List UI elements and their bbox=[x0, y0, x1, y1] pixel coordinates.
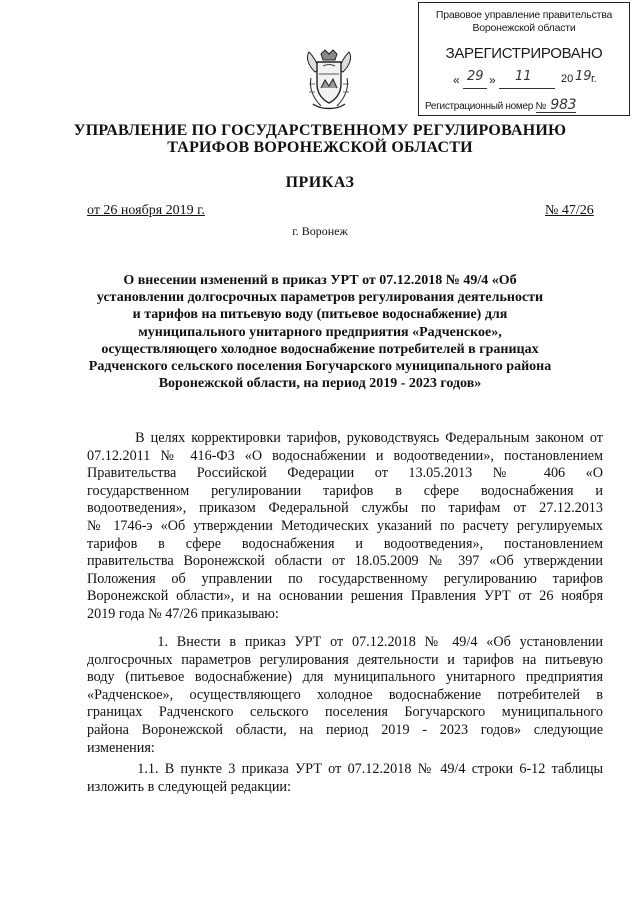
item-1-paragraph bbox=[87, 634, 603, 757]
stamp-status: ЗАРЕГИСТРИРОВАНО bbox=[445, 45, 603, 62]
document-subject bbox=[60, 272, 580, 392]
org-name-line-2: ТАРИФОВ ВОРОНЕЖСКОЙ ОБЛАСТИ bbox=[167, 139, 473, 156]
body-line: правительства Воронежской области от 18.05.2009 № 397 «Об утверждении bbox=[87, 553, 603, 570]
stamp-quote-open: « bbox=[453, 73, 460, 87]
body-line: № 1746-э «Об утверждении Методических указаний по расчету регулируемых bbox=[87, 517, 603, 534]
subject-line: муниципального унитарного предприятия «Радченское», bbox=[138, 324, 502, 340]
body-line: воду (питьевое водоснабжение) для муниципального унитарного предприятия bbox=[87, 669, 603, 686]
stamp-date bbox=[453, 69, 603, 89]
preamble-paragraph bbox=[87, 430, 603, 624]
subject-line: Воронежской области, на период 2019 - 2023 годов» bbox=[158, 376, 482, 392]
subject-line: О внесении изменений в приказ УРТ от 07.12.2018 № 49/4 «Об bbox=[123, 273, 517, 288]
body-line: Воронежской области», и на основании решения Правления УРТ от 26 ноября bbox=[87, 588, 603, 605]
org-name-line-1: УПРАВЛЕНИЕ ПО ГОСУДАРСТВЕННОМУ РЕГУЛИРОВАНИЮ bbox=[73, 122, 567, 139]
registration-stamp bbox=[418, 2, 630, 116]
stamp-reg-label: Регистрационный номер № bbox=[425, 101, 546, 112]
coat-of-arms-emblem bbox=[303, 48, 355, 112]
stamp-quote-close: » bbox=[489, 73, 496, 87]
stamp-reg-number bbox=[425, 97, 576, 113]
body-line: Правительства Российской Федерации от 13.05.2013 № 406 «О bbox=[87, 465, 603, 482]
body-line: государственном регулировании тарифов в сфере водоснабжения и bbox=[87, 482, 603, 499]
stamp-org-line-2: Воронежской области bbox=[472, 22, 576, 34]
stamp-reg-line bbox=[536, 112, 576, 113]
body-line: «Радченское», осуществляющего холодное водоснабжение потребителей в bbox=[87, 686, 603, 703]
document-date: от 26 ноября 2019 г. bbox=[87, 203, 205, 218]
subject-line: и тарифов на питьевую воду (питьевое водоснабжение) для bbox=[132, 307, 508, 323]
body-line: 07.12.2011 № 416-ФЗ «О водоснабжении и водоотведении», постановлением bbox=[87, 447, 603, 464]
subject-line: осуществляющего холодное водоснабжение потребителей в границах bbox=[101, 341, 539, 357]
body-line: тарифов в сфере водоснабжения и водоотведения», постановлением bbox=[87, 535, 603, 552]
body-line: водоотведения», приказом Федеральной службы по тарифам от 27.12.2013 bbox=[87, 500, 603, 517]
stamp-year-prefix: 20 bbox=[561, 73, 574, 85]
body-line-last: изменения: bbox=[87, 739, 155, 756]
stamp-reg-value: 983 bbox=[550, 97, 577, 113]
body-line: 1.1. В пункте 3 приказа УРТ от 07.12.2018 № 49/4 строки 6-12 таблицы bbox=[87, 761, 603, 777]
body-line: района Воронежской области, на период 2019 - 2023 годов» следующие bbox=[87, 721, 603, 738]
body-line: 1. Внести в приказ УРТ от 07.12.2018 № 49/4 «Об установлении bbox=[87, 634, 603, 650]
document-number: № 47/26 bbox=[545, 203, 594, 218]
body-line: долгосрочных параметров регулирования деятельности и тарифов на питьевую bbox=[87, 651, 603, 668]
document-type: ПРИКАЗ bbox=[285, 174, 355, 191]
body-line-last: изложить в следующей редакции: bbox=[87, 778, 291, 795]
item-1-1-paragraph bbox=[87, 761, 603, 796]
subject-line: установлении долгосрочных параметров регулирования деятельности bbox=[96, 290, 544, 306]
body-line-last: 2019 года № 47/26 приказываю: bbox=[87, 605, 279, 622]
stamp-org-line-1: Правовое управление правительства bbox=[435, 9, 613, 21]
stamp-date-month: 11 bbox=[515, 69, 532, 84]
body-line: Положения об управлении по государственному регулированию тарифов bbox=[87, 570, 603, 587]
stamp-date-day: 29 bbox=[467, 69, 484, 84]
stamp-year-tail: г. bbox=[591, 73, 597, 85]
body-line: В целях корректировки тарифов, руководствуясь Федеральным законом от bbox=[87, 430, 603, 446]
subject-line: Радченского сельского поселения Богучарского муниципального района bbox=[88, 359, 552, 375]
stamp-day-line bbox=[463, 88, 487, 89]
stamp-year-suffix: 19 bbox=[575, 69, 592, 84]
stamp-month-line bbox=[499, 88, 555, 89]
body-line: границах Радченского сельского поселения Богучарского муниципального bbox=[87, 704, 603, 721]
document-city: г. Воронеж bbox=[292, 224, 348, 238]
